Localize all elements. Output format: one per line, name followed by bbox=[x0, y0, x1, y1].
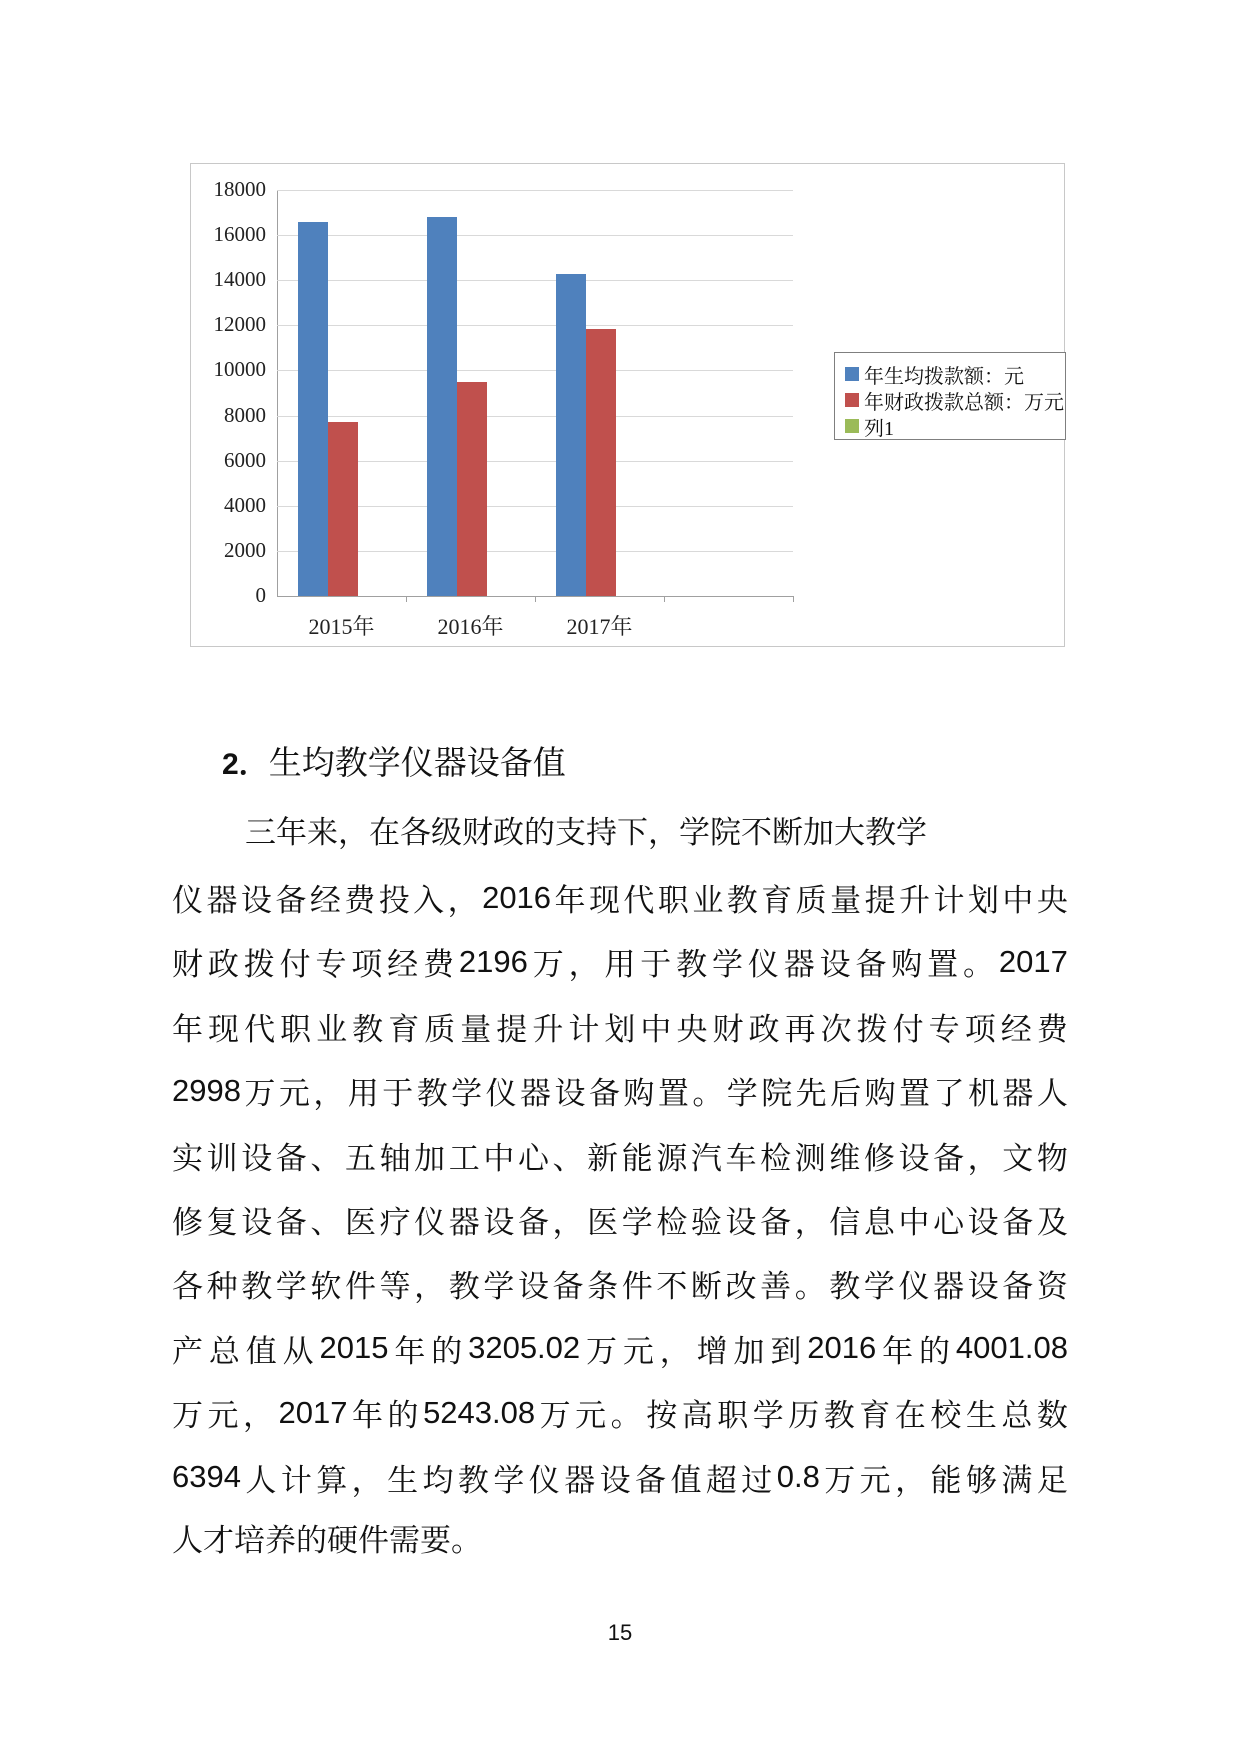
x-axis-tick bbox=[664, 596, 665, 602]
y-tick-label: 10000 bbox=[213, 357, 266, 382]
paragraph-line: 人才培养的硬件需要。 bbox=[172, 1523, 482, 1559]
bar-chart bbox=[190, 163, 1065, 647]
paragraph-line: 6394 人 计 算 ， 生 均 教 学 仪 器 设 备 值 超 过 0.8 万 元 ， 能 够 满 足 bbox=[172, 1459, 1068, 1498]
paragraph-line: 产 总 值 从 2015 年 的 3205.02 万 元 ， 增 加 到 2016 年 的 4001.08 bbox=[172, 1330, 1068, 1369]
bar-年财政拨款总额：万元-2016年 bbox=[457, 382, 487, 596]
bar-年生均拨款额：元-2016年 bbox=[427, 217, 457, 596]
x-category-label: 2015年 bbox=[308, 614, 375, 639]
legend-swatch-icon bbox=[845, 393, 859, 407]
gridline bbox=[277, 370, 793, 371]
y-tick-label: 6000 bbox=[224, 447, 266, 472]
bar-年生均拨款额：元-2017年 bbox=[556, 274, 586, 596]
paragraph-line: 修 复 设 备 、 医 疗 仪 器 设 备 ， 医 学 检 验 设 备 ， 信 息 中 心 设 备 及 bbox=[172, 1205, 1068, 1241]
chart-legend bbox=[834, 352, 1066, 440]
section-title: 生均教学仪器设备值 bbox=[268, 746, 566, 782]
y-tick-label: 4000 bbox=[224, 492, 266, 517]
paragraph-line: 仪 器 设 备 经 费 投 入 ， 2016 年 现 代 职 业 教 育 质 量 提 升 计 划 中 央 bbox=[172, 879, 1068, 919]
section-heading bbox=[222, 737, 566, 784]
body-paragraph bbox=[172, 801, 1068, 1574]
bar-年财政拨款总额：万元-2015年 bbox=[328, 422, 358, 596]
x-axis-tick bbox=[535, 596, 536, 602]
legend-swatch-icon bbox=[845, 419, 859, 433]
page-number: 15 bbox=[607, 1620, 633, 1645]
legend-label: 年财政拨款总额：万元 bbox=[864, 391, 1064, 414]
paragraph-line: 实 训 设 备 、 五 轴 加 工 中 心 、 新 能 源 汽 车 检 测 维 修 设 备 ， 文 物 bbox=[172, 1140, 1068, 1176]
bar-年生均拨款额：元-2015年 bbox=[298, 222, 328, 596]
legend-swatch-icon bbox=[845, 367, 859, 381]
gridline bbox=[277, 416, 793, 417]
x-category-label: 2016年 bbox=[437, 614, 504, 639]
y-tick-label: 8000 bbox=[224, 402, 266, 427]
legend-item bbox=[845, 361, 1065, 387]
paragraph-line: 各 种 教 学 软 件 等 ， 教 学 设 备 条 件 不 断 改 善 。 教 学 仪 器 设 备 资 bbox=[172, 1269, 1068, 1305]
legend-item bbox=[845, 413, 1065, 439]
section-number: 2． bbox=[222, 748, 269, 781]
y-tick-label: 16000 bbox=[213, 222, 266, 247]
x-axis-tick bbox=[793, 596, 794, 602]
legend-item bbox=[845, 387, 1065, 413]
y-tick-label: 0 bbox=[255, 583, 266, 607]
legend-label: 年生均拨款额：元 bbox=[864, 365, 1024, 388]
x-category-label: 2017年 bbox=[566, 614, 633, 639]
y-tick-label: 18000 bbox=[213, 177, 266, 201]
paragraph-line: 三年来，在各级财政的支持下，学院不断加大教学 bbox=[245, 815, 927, 850]
y-tick-label: 2000 bbox=[224, 537, 266, 562]
gridline bbox=[277, 235, 793, 236]
gridline bbox=[277, 280, 793, 281]
gridline bbox=[277, 325, 793, 326]
y-tick-label: 12000 bbox=[213, 312, 266, 337]
x-axis-tick bbox=[406, 596, 407, 602]
paragraph-line: 财 政 拨 付 专 项 经 费 2196 万 ， 用 于 教 学 仪 器 设 备 购 置 。 2017 bbox=[172, 943, 1068, 983]
paragraph-line: 2998 万 元 ， 用 于 教 学 仪 器 设 备 购 置 。 学 院 先 后 购 置 了 机 器 人 bbox=[172, 1072, 1068, 1112]
bar-年财政拨款总额：万元-2017年 bbox=[586, 329, 616, 596]
y-axis-line bbox=[277, 190, 278, 596]
paragraph-line: 年 现 代 职 业 教 育 质 量 提 升 计 划 中 央 财 政 再 次 拨 付 专 项 经 费 bbox=[172, 1011, 1068, 1047]
y-tick-label: 14000 bbox=[213, 267, 266, 292]
legend-label: 列1 bbox=[864, 417, 894, 440]
gridline bbox=[277, 190, 793, 191]
paragraph-line: 万 元 ， 2017 年 的 5243.08 万 元 。 按 高 职 学 历 教 育 在 校 生 总 数 bbox=[172, 1394, 1068, 1434]
